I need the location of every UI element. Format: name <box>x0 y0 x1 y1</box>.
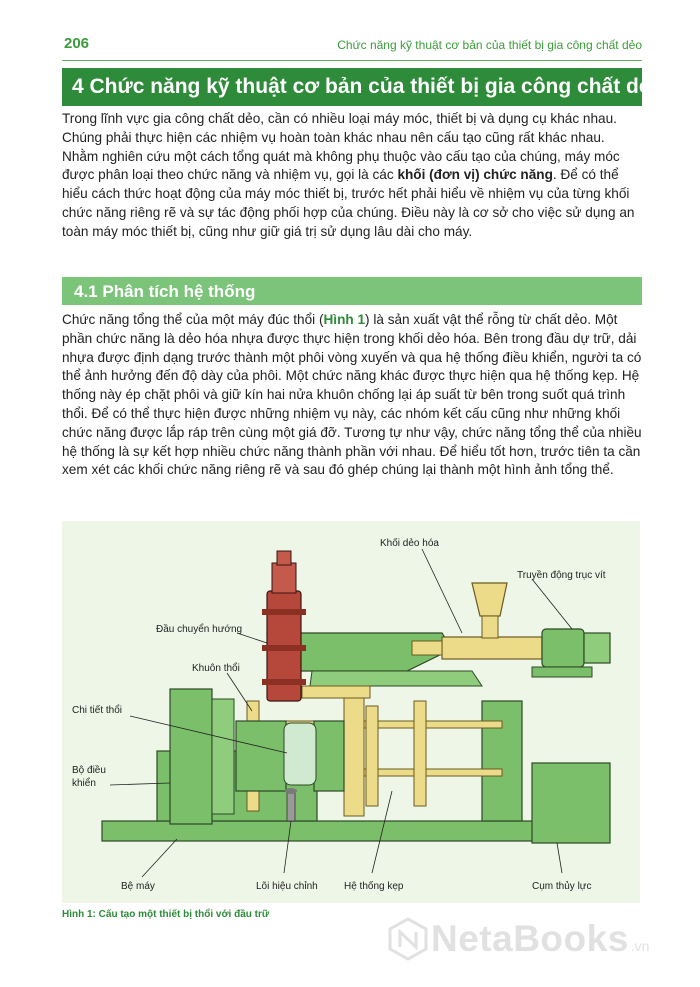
rear-platen <box>482 701 522 821</box>
head-band-2 <box>262 645 306 651</box>
figure-caption: Hình 1: Cấu tạo một thiết bị thổi với đầu trữ <box>62 909 270 920</box>
intro-text-end: . Để có thể hiểu cách thức hoạt động của máy móc thiết bị, trước hết phải hiểu về nhiệm vụ của từng khối chức năng riêng rẽ và sự tác động phối hợp của chúng. Điều này là cơ sở cho việc sử dụng an toàn máy móc thiết bị, cũng như giữ giá trị sử dụng lâu dài cho máy. <box>62 167 635 239</box>
label-deflection-head: Đầu chuyển hướng <box>156 624 243 635</box>
label-blown-part: Chi tiết thổi <box>72 705 123 716</box>
controller-cabinet <box>170 689 212 824</box>
label-screw-drive: Truyền động trục vít <box>517 570 606 581</box>
leader-screw-drive <box>532 579 572 629</box>
adjusting-core <box>287 793 295 821</box>
label-adjusting-core: Lõi hiệu chỉnh <box>256 881 318 892</box>
page-number: 206 <box>64 35 90 52</box>
intro-text-start: Trong lĩnh vực gia công chất dẻo, cần có nhiều loại máy móc, thiết bị và dụng cụ khác nhau. Chúng phải thực hiện các nhiệm vụ hoàn toàn khác nhau nên cấu tạo cũng rất khác nhau. Nhằm nghiên cứu một cách tổng quát mà không phụ thuộc vào cấu tạo của chúng, máy móc được phân loại theo chức năng và nhiệm vụ, gọi là các <box>62 111 620 183</box>
drive-gearbox <box>542 629 584 667</box>
figure-reference: Hình 1 <box>323 312 366 327</box>
label-machine-base: Bệ máy <box>121 881 155 892</box>
support-beam <box>310 671 482 686</box>
label-blow-mold: Khuôn thổi <box>192 663 240 674</box>
section-paragraph <box>62 311 644 480</box>
figure-blow-molding-machine <box>62 521 640 903</box>
label-clamping-system: Hệ thống kẹp <box>344 881 404 892</box>
label-plasticizing-unit: Khối dẻo hóa <box>380 538 439 549</box>
extruder-nozzle <box>412 641 442 655</box>
clamp-plate-2 <box>366 706 378 806</box>
running-header: Chức năng kỹ thuật cơ bản của thiết bị gia công chất dẻo <box>337 38 642 52</box>
watermark-brand: NetaBooks <box>431 918 629 959</box>
leader-machine-base <box>142 839 177 877</box>
intro-paragraph <box>62 110 644 242</box>
netabooks-logo-icon <box>385 916 431 962</box>
clamp-plate-3 <box>414 701 426 806</box>
hopper <box>472 583 507 616</box>
section-title: 4.1 Phân tích hệ thống <box>62 277 642 305</box>
adjusting-core-cap <box>285 788 297 794</box>
accumulator-cylinder <box>272 563 296 593</box>
hydraulic-unit-block <box>532 763 610 843</box>
chapter-title: 4 Chức năng kỹ thuật cơ bản của thiết bị gia công chất dẻo <box>62 68 642 106</box>
controller-side <box>212 699 234 814</box>
machine-illustration <box>62 521 640 903</box>
label-controller-line2: khiển <box>72 778 96 789</box>
mold-half-right <box>314 721 344 791</box>
watermark-suffix: .vn <box>630 938 650 954</box>
label-hydraulic-unit: Cụm thủy lực <box>532 881 592 892</box>
clamp-plate-1 <box>344 696 364 816</box>
head-band-1 <box>262 609 306 615</box>
drive-mount <box>532 667 592 677</box>
head-band-3 <box>262 679 306 685</box>
clamp-top-bar <box>302 686 370 698</box>
section-text-end: ) là sản xuất vật thể rỗng từ chất dẻo. Một phần chức năng là dẻo hóa nhựa được thực hiện trong khối dẻo hóa. Bên trong đầu dự trữ, dải nhựa được định dạng trước thành một phôi vòng xuyến và qua hệ thống điều khiển, người ta có thể ảnh hưởng đến độ dày của phôi. Một chức năng khác được thực hiện qua hệ thống kẹp. Hệ thống này ép chặt phôi và giữ kín hai nửa khuôn chống lại áp suất từ bên trong suốt quá trình thổi. Để có thể thực hiện được những nhiệm vụ này, các nhóm kết cấu cũng như những khối chức năng được lắp ráp trên cùng một giá đỡ. Tương tự như vậy, chức năng tổng thể của nhiều hệ thống là sự kết hợp nhiều chức năng thành phần với nhau. Để hiểu tốt hơn, trước tiên ta cần xem xét các khối chức năng riêng rẽ và sau đó ghép chúng lại thành một hình ảnh tổng thể. <box>62 312 642 478</box>
leader-hydraulic-unit <box>557 843 562 873</box>
drive-motor <box>584 633 610 663</box>
intro-bold-term: khối (đơn vị) chức năng <box>397 167 553 183</box>
mold-half-left <box>236 721 286 791</box>
accumulator-top <box>277 551 291 565</box>
header-rule <box>62 60 642 61</box>
leader-plasticizing-unit <box>422 549 462 633</box>
watermark <box>385 916 649 962</box>
blown-part <box>284 723 316 785</box>
hopper-throat <box>482 616 498 638</box>
extruder-barrel <box>442 637 542 659</box>
label-controller-line1: Bộ điều <box>72 765 106 776</box>
section-text-start: Chức năng tổng thể của một máy đúc thổi ( <box>62 312 324 327</box>
